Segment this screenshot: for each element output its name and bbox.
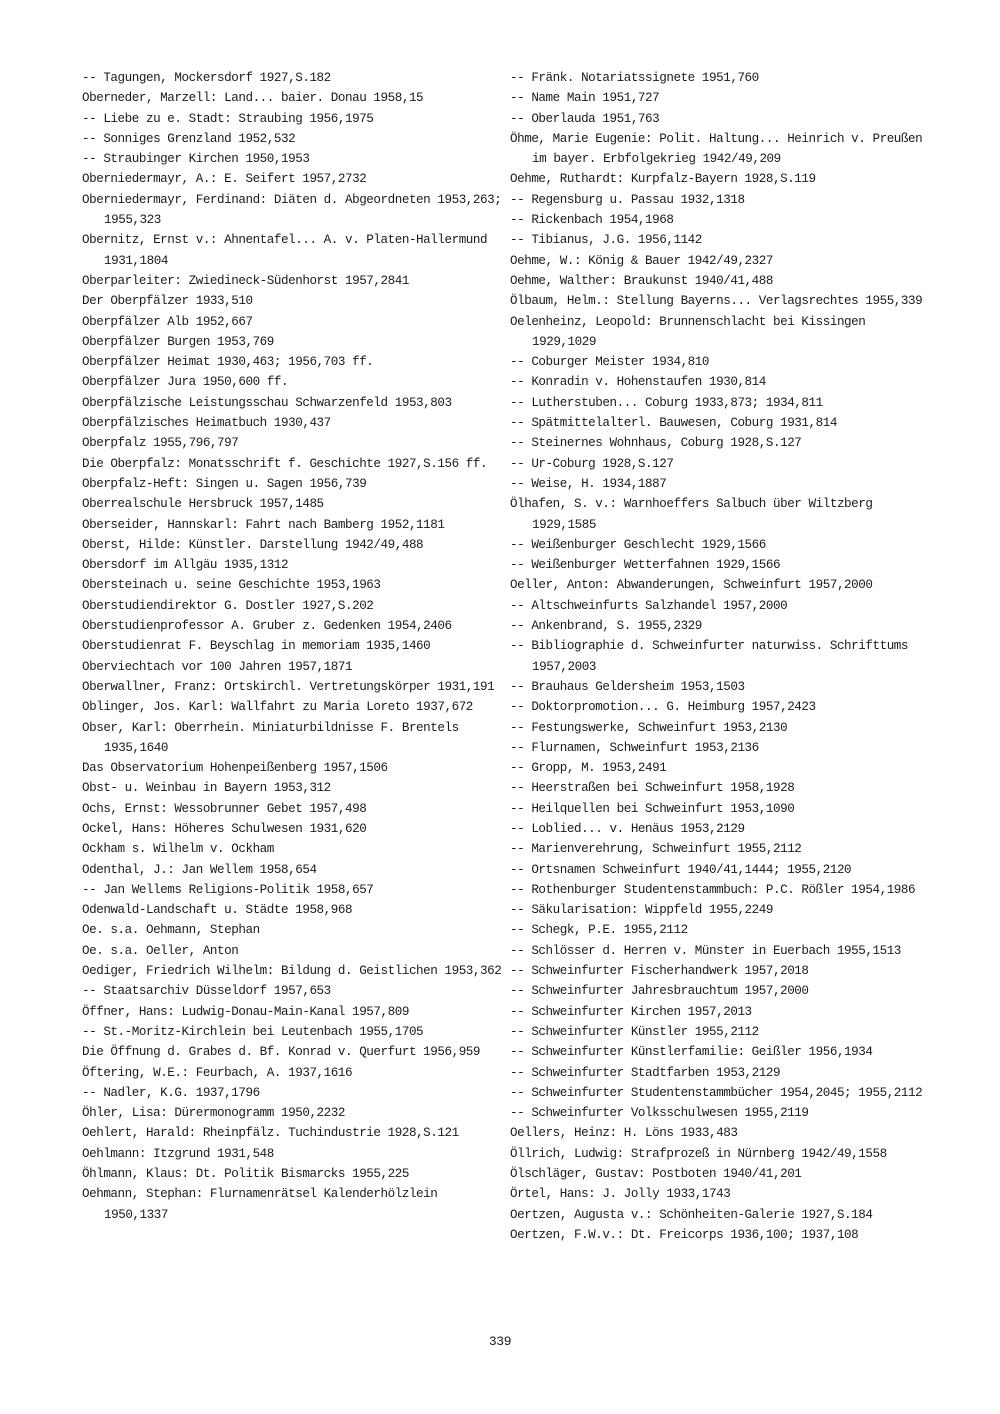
- index-entry: Obersdorf im Allgäu 1935,1312: [82, 558, 289, 573]
- index-entry: -- Sonniges Grenzland 1952,532: [82, 131, 296, 146]
- index-entry: Öhlmann, Klaus: Dt. Politik Bismarcks 1955,225: [82, 1167, 409, 1182]
- index-entry: -- Steinernes Wohnhaus, Coburg 1928,S.127: [510, 436, 802, 451]
- index-entry: -- Straubinger Kirchen 1950,1953: [82, 152, 310, 167]
- index-entry: Oberpfälzische Leistungsschau Schwarzenfeld 1953,803: [82, 395, 452, 410]
- index-entry: Ölschläger, Gustav: Postboten 1940/41,201: [510, 1167, 802, 1182]
- index-entry: -- Coburger Meister 1934,810: [510, 355, 710, 370]
- index-entry: -- Ankenbrand, S. 1955,2329: [510, 619, 702, 634]
- index-entry: Oberparleiter: Zwiedineck-Südenhorst 1957,2841: [82, 273, 409, 288]
- index-entry: -- St.-Moritz-Kirchlein bei Leutenbach 1955,1705: [82, 1024, 424, 1039]
- index-entry: Oehme, Ruthardt: Kurpfalz-Bayern 1928,S.119: [510, 172, 816, 187]
- index-entry: -- Weise, H. 1934,1887: [510, 476, 667, 491]
- index-entry: Ölhafen, S. v.: Warnhoeffers Salbuch über Wiltzberg 1929,1585: [510, 497, 873, 532]
- index-entry: -- Schweinfurter Volksschulwesen 1955,2119: [510, 1106, 809, 1121]
- index-column-left: [82, 68, 502, 1225]
- index-entry: -- Nadler, K.G. 1937,1796: [82, 1085, 260, 1100]
- index-entry: Öftering, W.E.: Feurbach, A. 1937,1616: [82, 1065, 353, 1080]
- index-entry: Oberniedermayr, Ferdinand: Diäten d. Abgeordneten 1953,263; 1955,323: [82, 192, 502, 228]
- index-entry: Obst- u. Weinbau in Bayern 1953,312: [82, 781, 331, 796]
- index-entry: -- Loblied... v. Henäus 1953,2129: [510, 821, 745, 836]
- index-entry: -- Schegk, P.E. 1955,2112: [510, 923, 688, 938]
- index-entry: Oberpfälzisches Heimatbuch 1930,437: [82, 416, 331, 431]
- index-entry: Oeller, Anton: Abwanderungen, Schweinfurt 1957,2000: [510, 578, 873, 593]
- index-entry: Oehlmann: Itzgrund 1931,548: [82, 1146, 274, 1161]
- index-entry: -- Tagungen, Mockersdorf 1927,S.182: [82, 71, 331, 85]
- index-entry: -- Schweinfurter Künstler 1955,2112: [510, 1024, 759, 1039]
- index-entry: Örtel, Hans: J. Jolly 1933,1743: [510, 1187, 731, 1202]
- index-entry: -- Marienverehrung, Schweinfurt 1955,2112: [510, 842, 802, 857]
- index-entry: -- Heerstraßen bei Schweinfurt 1958,1928: [510, 781, 795, 796]
- index-entry: -- Schweinfurter Studentenstammbücher 1954,2045; 1955,2112: [510, 1085, 923, 1100]
- index-entry: -- Oberlauda 1951,763: [510, 111, 660, 126]
- index-entry: -- Weißenburger Geschlecht 1929,1566: [510, 537, 766, 552]
- index-entry: Obersteinach u. seine Geschichte 1953,1963: [82, 578, 381, 593]
- index-entry: Oblinger, Jos. Karl: Wallfahrt zu Maria Loreto 1937,672: [82, 700, 473, 715]
- index-entry: Oberstudienrat F. Beyschlag in memoriam 1935,1460: [82, 639, 431, 654]
- index-entry: -- Ortsnamen Schweinfurt 1940/41,1444; 1955,2120: [510, 862, 852, 877]
- index-entry: Oberpfälzer Burgen 1953,769: [82, 334, 274, 349]
- index-entry: Odenthal, J.: Jan Wellem 1958,654: [82, 862, 317, 877]
- index-entry: -- Schweinfurter Stadtfarben 1953,2129: [510, 1065, 781, 1080]
- index-entry: -- Bibliographie d. Schweinfurter naturwiss. Schrifttums 1957,2003: [510, 639, 909, 674]
- index-entry: Oberrealschule Hersbruck 1957,1485: [82, 497, 324, 512]
- index-entry: -- Name Main 1951,727: [510, 91, 660, 106]
- index-entry: -- Spätmittelalterl. Bauwesen, Coburg 1931,814: [510, 416, 837, 431]
- index-entry: Oberpfälzer Alb 1952,667: [82, 314, 253, 329]
- index-entry: -- Fränk. Notariatssignete 1951,760: [510, 71, 759, 85]
- index-entry: Oediger, Friedrich Wilhelm: Bildung d. Geistlichen 1953,362: [82, 964, 502, 979]
- index-entry: -- Ur-Coburg 1928,S.127: [510, 456, 674, 471]
- index-entry: -- Liebe zu e. Stadt: Straubing 1956,1975: [82, 111, 374, 126]
- page-number: 339: [488, 1334, 512, 1349]
- index-entry: Ölbaum, Helm.: Stellung Bayerns... Verlagsrechtes 1955,339: [510, 294, 923, 309]
- index-entry: Ockham s. Wilhelm v. Ockham: [82, 842, 274, 857]
- index-entry: -- Staatsarchiv Düsseldorf 1957,653: [82, 984, 331, 999]
- index-entry: Oberpfälzer Heimat 1930,463; 1956,703 ff.: [82, 355, 374, 370]
- index-entry: Oe. s.a. Oeller, Anton: [82, 943, 239, 958]
- index-entry: -- Brauhaus Geldersheim 1953,1503: [510, 679, 745, 694]
- index-entry: -- Gropp, M. 1953,2491: [510, 761, 667, 776]
- index-entry: -- Schweinfurter Jahresbrauchtum 1957,2000: [510, 984, 809, 999]
- index-entry: Die Oberpfalz: Monatsschrift f. Geschichte 1927,S.156 ff.: [82, 456, 488, 471]
- index-entry: Oertzen, Augusta v.: Schönheiten-Galerie 1927,S.184: [510, 1207, 873, 1222]
- index-entry: Oberpfalz-Heft: Singen u. Sagen 1956,739: [82, 476, 367, 491]
- index-entry: Der Oberpfälzer 1933,510: [82, 294, 253, 309]
- index-entry: Oberseider, Hannskarl: Fahrt nach Bamberg 1952,1181: [82, 517, 445, 532]
- index-entry: -- Schweinfurter Kirchen 1957,2013: [510, 1004, 752, 1019]
- index-entry: Oberstudiendirektor G. Dostler 1927,S.202: [82, 598, 374, 613]
- index-entry: Oberwallner, Franz: Ortskirchl. Vertretungskörper 1931,191: [82, 679, 495, 694]
- index-entry: Oberpfälzer Jura 1950,600 ff.: [82, 375, 289, 390]
- index-entry: Obernitz, Ernst v.: Ahnentafel... A. v. Platen-Hallermund 1931,1804: [82, 233, 488, 268]
- index-entry: -- Rickenbach 1954,1968: [510, 213, 674, 228]
- index-entry: -- Konradin v. Hohenstaufen 1930,814: [510, 375, 766, 390]
- index-entry: Oberviechtach vor 100 Jahren 1957,1871: [82, 659, 353, 674]
- index-entry: -- Heilquellen bei Schweinfurt 1953,1090: [510, 801, 795, 816]
- index-entry: Öhler, Lisa: Dürermonogramm 1950,2232: [82, 1106, 345, 1121]
- index-entry: Oberpfalz 1955,796,797: [82, 436, 239, 451]
- index-entry: Ochs, Ernst: Wessobrunner Gebet 1957,498: [82, 801, 367, 816]
- index-entry: Oberniedermayr, A.: E. Seifert 1957,2732: [82, 172, 367, 187]
- index-entry: Öffner, Hans: Ludwig-Donau-Main-Kanal 1957,809: [82, 1004, 409, 1019]
- index-entry: Oberneder, Marzell: Land... baier. Donau 1958,15: [82, 91, 424, 106]
- index-entry: Obser, Karl: Oberrhein. Miniaturbildnisse F. Brentels 1935,1640: [82, 720, 459, 755]
- index-column-right: [510, 68, 930, 1245]
- index-entry: -- Tibianus, J.G. 1956,1142: [510, 233, 702, 248]
- index-entry: -- Flurnamen, Schweinfurt 1953,2136: [510, 740, 759, 755]
- index-entry: -- Altschweinfurts Salzhandel 1957,2000: [510, 598, 788, 613]
- index-entry: Oberstudienprofessor A. Gruber z. Gedenken 1954,2406: [82, 619, 452, 634]
- index-entry: Ockel, Hans: Höheres Schulwesen 1931,620: [82, 821, 367, 836]
- index-entry: -- Weißenburger Wetterfahnen 1929,1566: [510, 558, 781, 573]
- index-entry: Oertzen, F.W.v.: Dt. Freicorps 1936,100; 1937,108: [510, 1227, 859, 1242]
- index-entry: Die Öffnung d. Grabes d. Bf. Konrad v. Querfurt 1956,959: [82, 1045, 481, 1060]
- index-entry: -- Säkularisation: Wippfeld 1955,2249: [510, 903, 773, 918]
- index-entry: Oehlert, Harald: Rheinpfälz. Tuchindustrie 1928,S.121: [82, 1126, 459, 1141]
- index-entry: Oehmann, Stephan: Flurnamenrätsel Kalenderhölzlein 1950,1337: [82, 1187, 438, 1222]
- index-entry: Odenwald-Landschaft u. Städte 1958,968: [82, 903, 353, 918]
- index-entry: Oe. s.a. Oehmann, Stephan: [82, 923, 260, 938]
- index-entry: -- Lutherstuben... Coburg 1933,873; 1934,811: [510, 395, 823, 410]
- index-entry: Öllrich, Ludwig: Strafprozeß in Nürnberg 1942/49,1558: [510, 1146, 887, 1161]
- index-entry: Oelenheinz, Leopold: Brunnenschlacht bei Kissingen 1929,1029: [510, 314, 866, 349]
- index-entry: Oberst, Hilde: Künstler. Darstellung 1942/49,488: [82, 537, 424, 552]
- index-entry: Oellers, Heinz: H. Löns 1933,483: [510, 1126, 738, 1141]
- index-entry: -- Rothenburger Studentenstammbuch: P.C. Rößler 1954,1986: [510, 882, 916, 897]
- index-entry: Das Observatorium Hohenpeißenberg 1957,1506: [82, 761, 388, 776]
- index-entry: Oehme, W.: König & Bauer 1942/49,2327: [510, 253, 773, 268]
- index-entry: -- Doktorpromotion... G. Heimburg 1957,2423: [510, 700, 816, 715]
- index-entry: -- Jan Wellems Religions-Politik 1958,657: [82, 882, 374, 897]
- index-entry: -- Schweinfurter Fischerhandwerk 1957,2018: [510, 964, 809, 979]
- index-entry: Oehme, Walther: Braukunst 1940/41,488: [510, 273, 773, 288]
- index-entry: -- Schweinfurter Künstlerfamilie: Geißler 1956,1934: [510, 1045, 873, 1060]
- index-entry: -- Regensburg u. Passau 1932,1318: [510, 192, 745, 207]
- index-entry: -- Schlösser d. Herren v. Münster in Euerbach 1955,1513: [510, 943, 901, 958]
- index-entry: -- Festungswerke, Schweinfurt 1953,2130: [510, 720, 788, 735]
- index-entry: Öhme, Marie Eugenie: Polit. Haltung... Heinrich v. Preußen im bayer. Erbfolgekrieg 1942/49,209: [510, 131, 923, 167]
